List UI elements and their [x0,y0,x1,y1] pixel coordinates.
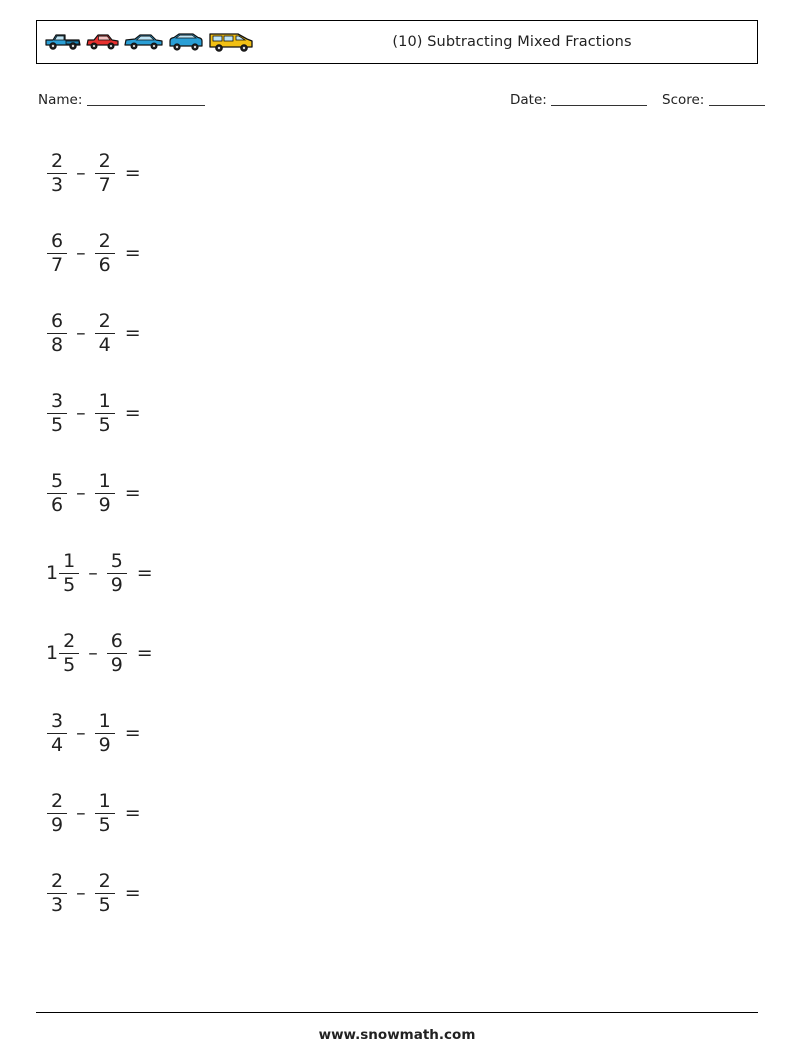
denominator: 5 [63,573,76,596]
numerator: 1 [98,389,111,412]
minus-operator: – [76,242,86,264]
problem-row [36,853,758,933]
equals-sign: = [124,242,141,264]
numerator: 1 [98,469,111,492]
minus-operator: – [76,802,86,824]
denominator: 3 [51,173,64,196]
minus-operator: – [88,562,98,584]
denominator: 5 [51,413,64,436]
equals-sign: = [136,562,153,584]
numerator: 6 [110,629,123,652]
second-fraction [95,789,115,836]
numerator: 6 [51,309,64,332]
problem-expression [46,773,141,853]
name-label: Name: [38,92,83,108]
minus-operator: – [76,482,86,504]
problem-row [36,773,758,853]
minus-operator: – [76,402,86,424]
equals-sign: = [124,162,141,184]
first-fraction [47,389,67,436]
date-field-group [510,92,647,108]
denominator: 4 [51,733,64,756]
problem-expression [46,133,141,213]
numerator: 2 [51,869,64,892]
second-fraction [95,309,115,356]
second-fraction [95,469,115,516]
second-fraction [95,709,115,756]
score-label: Score: [662,92,705,108]
denominator: 5 [98,813,111,836]
first-fraction [47,309,67,356]
second-fraction [95,869,115,916]
first-fraction [47,709,67,756]
numerator: 1 [63,549,76,572]
date-input[interactable] [551,105,647,106]
name-field-group [38,92,205,108]
numerator: 1 [98,709,111,732]
problem-row [36,373,758,453]
problem-expression [46,533,153,613]
problem-row [36,293,758,373]
denominator: 3 [51,893,64,916]
problem-row [36,453,758,533]
numerator: 2 [51,789,64,812]
numerator: 5 [51,469,64,492]
score-input[interactable] [709,105,765,106]
first-fraction [47,149,67,196]
denominator: 6 [51,493,64,516]
numerator: 3 [51,389,64,412]
footer-divider [36,1012,758,1013]
name-input[interactable] [87,105,205,106]
problem-expression [46,693,141,773]
minus-operator: – [76,882,86,904]
second-fraction [107,549,127,596]
first-fraction [59,629,79,676]
denominator: 5 [98,893,111,916]
red-car-icon [85,31,121,53]
numerator: 2 [63,629,76,652]
equals-sign: = [124,322,141,344]
numerator: 2 [98,149,111,172]
student-info-row [36,92,758,114]
second-fraction [95,229,115,276]
equals-sign: = [124,482,141,504]
equals-sign: = [124,722,141,744]
second-fraction [95,149,115,196]
denominator: 5 [98,413,111,436]
problem-row [36,213,758,293]
second-fraction [95,389,115,436]
numerator: 2 [98,869,111,892]
first-fraction [47,229,67,276]
equals-sign: = [124,882,141,904]
date-label: Date: [510,92,547,108]
denominator: 8 [51,333,64,356]
denominator: 4 [98,333,111,356]
numerator: 1 [98,789,111,812]
denominator: 9 [98,493,111,516]
numerator: 6 [51,229,64,252]
problem-expression [46,613,153,693]
blue-pickup-truck-icon [43,30,83,54]
problem-row [36,693,758,773]
blue-sedan-icon [123,31,165,53]
second-fraction [107,629,127,676]
yellow-van-icon [207,29,255,55]
whole-number: 1 [46,561,59,584]
problem-expression [46,213,141,293]
denominator: 9 [51,813,64,836]
problem-row [36,613,758,693]
numerator: 2 [98,229,111,252]
page-title: (10) Subtracting Mixed Fractions [392,34,632,50]
problem-expression [46,453,141,533]
denominator: 6 [98,253,111,276]
header-icon-group [37,21,267,63]
footer-site-url[interactable]: www.snowmath.com [318,1027,476,1043]
first-fraction [47,789,67,836]
first-fraction [47,469,67,516]
numerator: 5 [110,549,123,572]
equals-sign: = [124,802,141,824]
score-field-group [662,92,765,108]
problem-expression [46,373,141,453]
denominator: 7 [51,253,64,276]
denominator: 9 [98,733,111,756]
numerator: 3 [51,709,64,732]
numerator: 2 [51,149,64,172]
minus-operator: – [76,162,86,184]
equals-sign: = [136,642,153,664]
minus-operator: – [76,722,86,744]
whole-number: 1 [46,641,59,664]
problem-expression [46,293,141,373]
denominator: 9 [110,653,123,676]
denominator: 9 [110,573,123,596]
minus-operator: – [76,322,86,344]
first-fraction [47,869,67,916]
denominator: 5 [63,653,76,676]
equals-sign: = [124,402,141,424]
problem-row [36,533,758,613]
problem-row [36,133,758,213]
worksheet-header [36,20,758,64]
problem-list [36,133,758,933]
blue-car-icon [167,30,205,54]
problem-expression [46,853,141,933]
numerator: 2 [98,309,111,332]
minus-operator: – [88,642,98,664]
first-fraction [59,549,79,596]
denominator: 7 [98,173,111,196]
